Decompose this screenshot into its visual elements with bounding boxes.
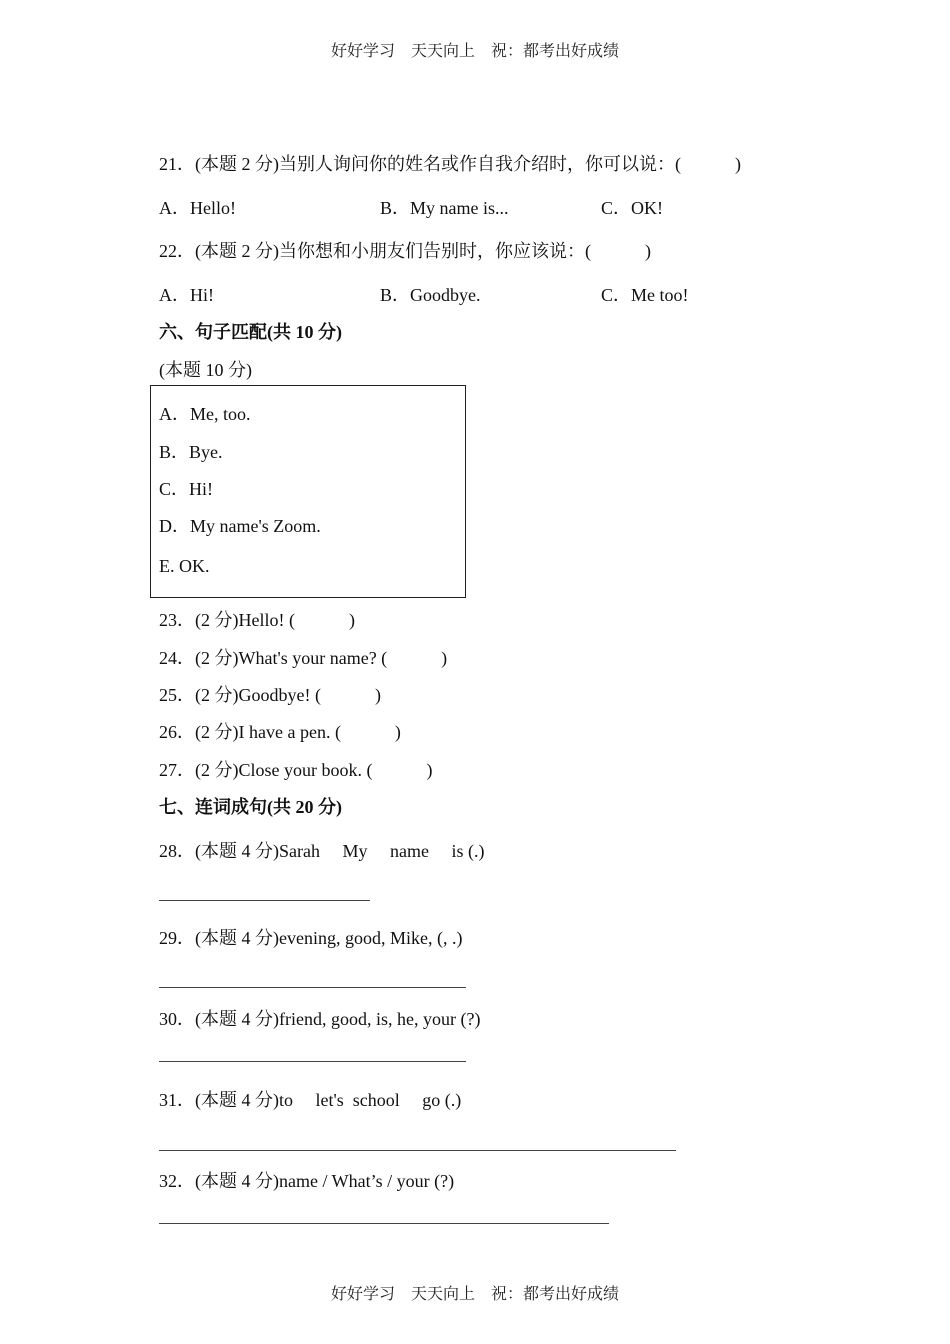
q22-option-a: A．Hi! — [159, 285, 214, 305]
page-header: 好好学习 天天向上 祝：都考出好成绩 — [330, 43, 619, 60]
page-footer: 好好学习 天天向上 祝：都考出好成绩 — [330, 1286, 619, 1303]
question-24: 24．(2 分)What's your name? ( ) — [159, 648, 448, 668]
q21-option-a: A．Hello! — [159, 198, 236, 218]
q22-option-c: C．Me too! — [601, 285, 689, 305]
section-6-note: (本题 10 分) — [159, 360, 252, 380]
match-option-d: D．My name's Zoom. — [159, 516, 321, 536]
answer-line-30[interactable] — [159, 1061, 466, 1062]
match-option-b: B．Bye. — [159, 442, 223, 462]
question-27: 27．(2 分)Close your book. ( ) — [159, 760, 433, 780]
section-6-title: 六、句子匹配(共 10 分) — [159, 322, 342, 342]
question-28: 28．(本题 4 分)Sarah My name is (.) — [159, 841, 485, 861]
q21-option-c: C．OK! — [601, 198, 663, 218]
question-22: 22．(本题 2 分)当你想和小朋友们告别时，你应该说：( ) — [159, 241, 651, 261]
match-option-e: E. OK. — [159, 556, 210, 576]
q22-option-b: B．Goodbye. — [380, 285, 481, 305]
question-25: 25．(2 分)Goodbye! ( ) — [159, 685, 381, 705]
match-option-c: C．Hi! — [159, 479, 213, 499]
answer-line-31[interactable] — [159, 1150, 676, 1151]
question-26: 26．(2 分)I have a pen. ( ) — [159, 722, 401, 742]
q21-option-b: B．My name is... — [380, 198, 509, 218]
answer-line-28[interactable] — [159, 900, 370, 901]
question-32: 32．(本题 4 分)name / What’s / your (?) — [159, 1171, 455, 1191]
section-7-title: 七、连词成句(共 20 分) — [159, 797, 342, 817]
question-23: 23．(2 分)Hello! ( ) — [159, 610, 355, 630]
match-option-a: A．Me, too. — [159, 404, 251, 424]
question-31: 31．(本题 4 分)to let's school go (.) — [159, 1090, 462, 1110]
question-21: 21．(本题 2 分)当别人询问你的姓名或作自我介绍时，你可以说：( ) — [159, 154, 741, 174]
answer-line-32[interactable] — [159, 1223, 609, 1224]
answer-line-29[interactable] — [159, 987, 466, 988]
question-30: 30．(本题 4 分)friend, good, is, he, your (?) — [159, 1009, 481, 1029]
question-29: 29．(本题 4 分)evening, good, Mike, (, .) — [159, 928, 463, 948]
